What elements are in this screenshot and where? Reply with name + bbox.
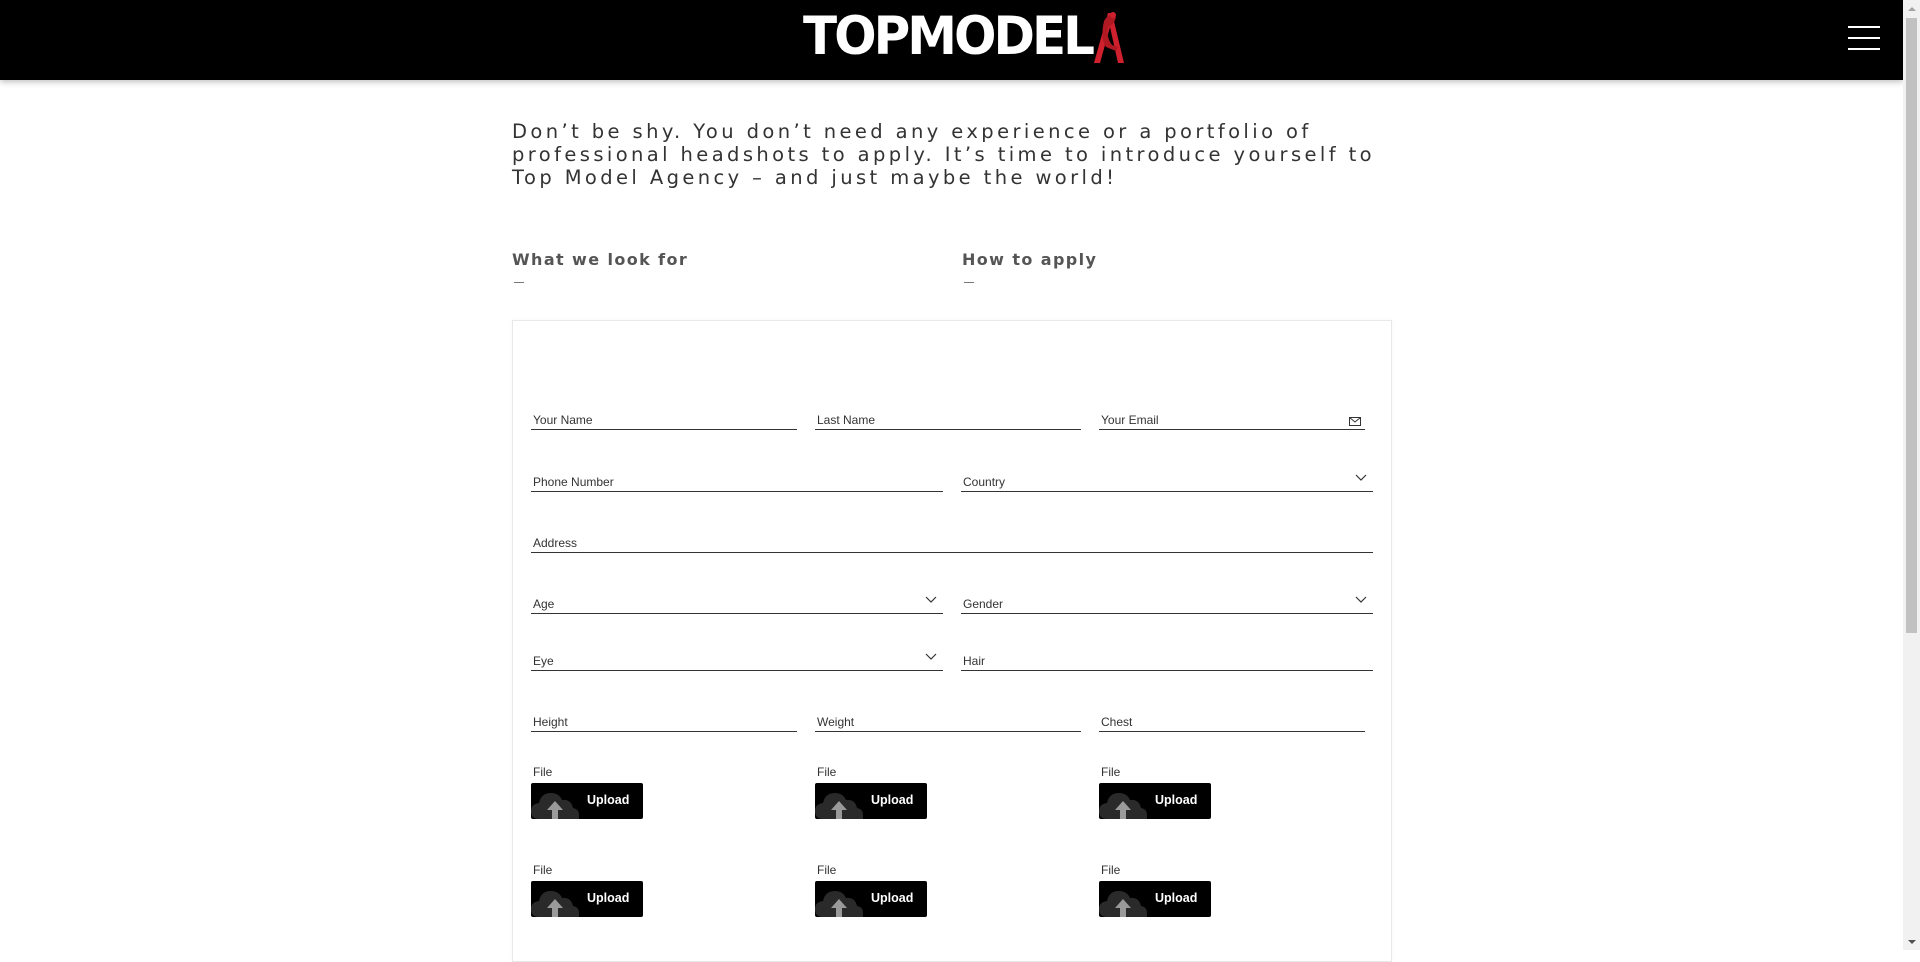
age-placeholder: Age [533,597,555,611]
address-placeholder: Address [533,536,578,550]
hair-placeholder: Hair [963,654,986,668]
chevron-down-icon [1355,596,1367,603]
upload-button-6[interactable] [1099,881,1211,917]
email-placeholder: Your Email [1101,413,1159,427]
height-placeholder: Height [533,715,568,729]
scroll-up-arrow-icon[interactable] [1903,0,1920,17]
first-name-field[interactable] [531,404,797,430]
site-header [0,0,1903,80]
file-label: File [533,765,553,779]
divider-dash [964,282,974,283]
file-label: File [533,863,553,877]
eye-select[interactable] [531,645,943,671]
weight-placeholder: Weight [817,715,855,729]
intro-text: Don’t be shy. You don’t need any experience or a portfolio of professional headshots to apply. It’s time to introduce yourself to Top Model Agency – and just maybe the world! [512,120,1375,189]
menu-line [1848,48,1880,50]
country-placeholder: Country [963,475,1006,489]
upload-label: Upload [871,793,914,807]
page-scrollbar[interactable] [1903,0,1920,950]
menu-line [1848,26,1880,28]
upload-button-1[interactable] [531,783,643,819]
file-label: File [1101,863,1121,877]
upload-label: Upload [1155,793,1198,807]
gender-select[interactable] [961,588,1373,614]
address-field[interactable] [531,527,1373,553]
chest-field[interactable] [1099,706,1365,732]
file-label: File [1101,765,1121,779]
gender-placeholder: Gender [963,597,1004,611]
upload-button-2[interactable] [815,783,927,819]
envelope-icon [1349,417,1361,426]
cloud-upload-icon [531,787,581,819]
email-field[interactable] [1099,404,1365,430]
phone-number-field[interactable] [531,466,943,492]
logo-wordmark: TOPMODEL [803,5,1093,67]
chest-placeholder: Chest [1101,715,1133,729]
chevron-down-icon [925,596,937,603]
divider-dash [514,282,524,283]
site-logo[interactable] [803,6,1126,66]
upload-button-5[interactable] [815,881,927,917]
hair-field[interactable] [961,645,1373,671]
height-field[interactable] [531,706,797,732]
last-name-field[interactable] [815,404,1081,430]
scroll-thumb[interactable] [1906,18,1917,633]
scroll-down-arrow-icon[interactable] [1903,933,1920,950]
cloud-upload-icon [1099,885,1149,917]
first-name-placeholder: Your Name [533,413,593,427]
upload-label: Upload [587,793,630,807]
cloud-upload-icon [531,885,581,917]
eye-placeholder: Eye [533,654,554,668]
upload-label: Upload [871,891,914,905]
cloud-upload-icon [1099,787,1149,819]
upload-label: Upload [587,891,630,905]
application-form [512,320,1392,962]
weight-field[interactable] [815,706,1081,732]
last-name-placeholder: Last Name [817,413,876,427]
chevron-down-icon [925,653,937,660]
upload-button-3[interactable] [1099,783,1211,819]
cloud-upload-icon [815,885,865,917]
logo-model-figure-icon [1090,5,1126,67]
file-label: File [817,765,837,779]
upload-button-4[interactable] [531,881,643,917]
what-we-look-for-heading[interactable]: What we look for [512,250,689,269]
how-to-apply-heading[interactable]: How to apply [962,250,1098,269]
hamburger-menu-button[interactable] [1848,26,1880,52]
menu-line [1848,37,1880,39]
chevron-down-icon [1355,474,1367,481]
phone-number-placeholder: Phone Number [533,475,614,489]
country-select[interactable] [961,466,1373,492]
file-label: File [817,863,837,877]
cloud-upload-icon [815,787,865,819]
upload-label: Upload [1155,891,1198,905]
age-select[interactable] [531,588,943,614]
